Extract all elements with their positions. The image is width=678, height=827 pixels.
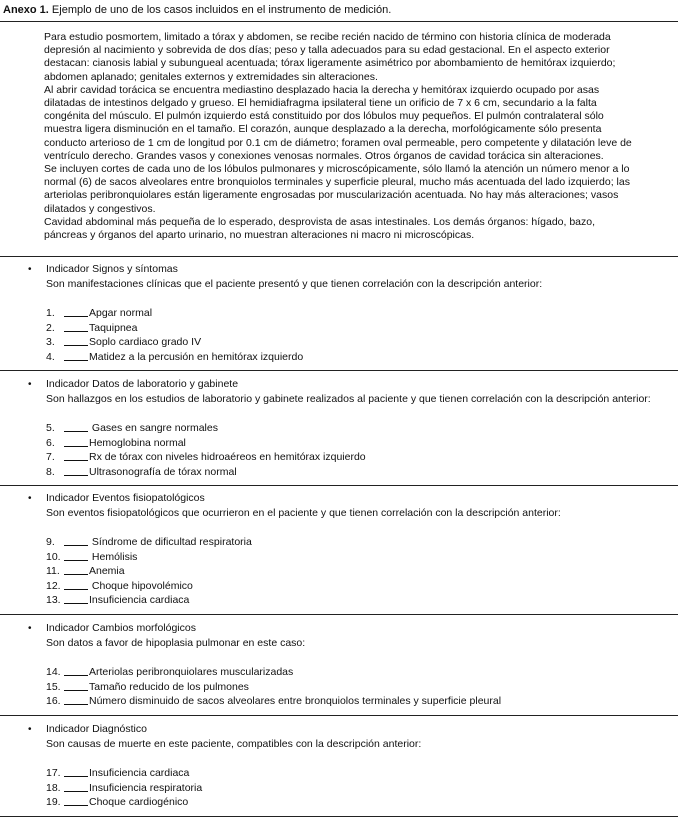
list-item[interactable] [46,694,501,709]
item-text: Soplo cardiaco grado IV [89,336,202,349]
list-item[interactable] [46,321,303,336]
item-number: 5. [46,422,55,434]
indicator-description: Son datos a favor de hipoplasia pulmonar en este caso: [46,637,306,649]
item-number: 2. [46,321,55,334]
section-divider [0,614,678,615]
item-text: Arteriolas peribronquiolares muscularizadas [89,666,294,678]
answer-blank[interactable] [64,321,88,332]
item-number: 9. [46,536,55,548]
answer-blank[interactable] [64,795,88,806]
list-item[interactable] [46,421,366,436]
answer-blank[interactable] [64,535,88,546]
item-text: Hemólisis [89,550,138,563]
item-number: 8. [46,465,55,478]
item-number: 18. [46,781,61,794]
item-number: 4. [46,350,55,363]
list-item[interactable] [46,550,252,565]
item-number: 14. [46,666,61,678]
indicator-description: Son causas de muerte en este paciente, compatibles con la descripción anterior: [46,738,422,750]
bullet-icon: • [28,264,32,275]
list-item[interactable] [46,306,303,321]
case-paragraph: Al abrir cavidad torácica se encuentra mediastino desplazado hacia la derecha y hemitórax izquierdo ocupado por asas dilatadas de intestinos delgado y grueso. El hemidiafragma ipsilateral tiene un orificio de 7 x 6 cm, secundario a la falta congénita del músculo. El pulmón izquierdo está constituido por dos lóbulos muy pequeños. El pulmón contralateral sólo muestra ligera disminución en el tamaño. El corazón, aunque desplazado a la derecha, morfológicamente sólo presenta conducto arterioso de 1 cm de longitud por 0.1 cm de diámetro; foramen oval permeable, pero competente y dilatación leve de ventrículo derecho. Grandes vasos y conexiones venosas normales. Otros órganos de cavidad torácica sin alteraciones. [44,83,632,162]
answer-blank[interactable] [64,436,88,447]
bottom-rule [0,816,678,817]
item-number: 3. [46,336,55,349]
answer-blank[interactable] [64,766,88,777]
item-text: Síndrome de dificultad respiratoria [89,536,252,548]
item-text: Apgar normal [89,307,153,319]
list-item[interactable] [46,766,202,781]
item-text: Taquipnea [89,321,138,334]
case-paragraph: Se incluyen cortes de cada uno de los lóbulos pulmonares y microscópicamente, sólo llamó la atención un número menor a lo normal (6) de sacos alveolares entre bronquiolos terminales y superficie pleural, mucho más acentuada del lado izquierdo; las arteriolas peribronquiolares están ligeramente engrosadas por muscularización acentuada. No hay más alteraciones; vasos dilatados y congestivos. [44,163,630,215]
answer-blank[interactable] [64,781,88,792]
indicator-title: Indicador Diagnóstico [46,723,147,735]
bullet-icon: • [28,493,32,504]
answer-blank[interactable] [64,306,88,317]
case-paragraph: Cavidad abdominal más pequeña de lo esperado, desprovista de asas intestinales. Los demás órganos: hígado, bazo, páncreas y órganos del aparto urinario, no muestran alteraciones ni macro ni microscópicas. [44,215,596,242]
list-item[interactable] [46,795,202,810]
item-number: 7. [46,451,55,464]
item-number: 17. [46,767,61,779]
item-text: Número disminuido de sacos alveolares entre bronquiolos terminales y superficie pleural [89,695,502,708]
indicator-description: Son manifestaciones clínicas que el paciente presentó y que tienen correlación con la descripción anterior: [46,278,543,290]
item-number: 6. [46,436,55,449]
bullet-icon: • [28,379,32,390]
item-list [46,535,252,608]
section-divider [0,256,678,257]
answer-blank[interactable] [64,593,88,604]
bullet-icon: • [28,623,32,634]
indicator-title: Indicador Datos de laboratorio y gabinete [46,378,239,390]
item-text: Choque cardiogénico [89,796,189,809]
section-divider [0,715,678,716]
bullet-icon: • [28,724,32,735]
item-number: 16. [46,695,61,708]
section-divider [0,370,678,371]
answer-blank[interactable] [64,465,88,476]
item-text: Insuficiencia respiratoria [89,781,203,794]
indicator-title: Indicador Eventos fisiopatológicos [46,492,205,504]
indicator-description: Son eventos fisiopatológicos que ocurrieron en el paciente y que tienen correlación con la descripción anterior: [46,507,561,519]
item-list [46,766,202,810]
item-list [46,421,366,479]
item-number: 19. [46,796,61,809]
answer-blank[interactable] [64,335,88,346]
caption-label: Anexo 1. [3,4,49,16]
item-number: 15. [46,680,61,693]
list-item[interactable] [46,465,366,480]
list-item[interactable] [46,665,501,680]
list-item[interactable] [46,781,202,796]
item-text: Insuficiencia cardiaca [89,767,190,779]
answer-blank[interactable] [64,550,88,561]
answer-blank[interactable] [64,665,88,676]
case-paragraph: Para estudio posmortem, limitado a tórax y abdomen, se recibe recién nacido de término con historia clínica de moderada depresión al nacimiento y sobrevida de dos días; peso y talla adecuados para su edad gestacional. En el aspecto exterior destacan: cianosis labial y subungueal acentuada; tórax ligeramente asimétrico por abombamiento de hemitórax izquierdo; abdomen aplanado; genitales externos y extremidades sin alteraciones. [44,31,616,83]
item-text: Rx de tórax con niveles hidroaéreos en hemitórax izquierdo [89,451,366,464]
list-item[interactable] [46,579,252,594]
list-item[interactable] [46,350,303,365]
answer-blank[interactable] [64,421,88,432]
item-number: 11. [46,565,60,578]
list-item[interactable] [46,335,303,350]
answer-blank[interactable] [64,450,88,461]
item-text: Insuficiencia cardiaca [89,594,190,607]
caption-text: Ejemplo de uno de los casos incluidos en el instrumento de medición. [51,4,392,16]
answer-blank[interactable] [64,564,88,575]
item-text: Anemia [89,565,125,578]
indicator-title: Indicador Cambios morfológicos [46,622,196,634]
item-text: Ultrasonografía de tórax normal [89,465,237,478]
item-text: Matidez a la percusión en hemitórax izquierdo [89,350,304,363]
answer-blank[interactable] [64,350,88,361]
list-item[interactable] [46,680,501,695]
item-text: Tamaño reducido de los pulmones [89,680,249,693]
indicator-title: Indicador Signos y síntomas [46,263,178,275]
list-item[interactable] [46,564,252,579]
top-rule [0,21,678,22]
item-text: Hemoglobina normal [89,436,186,449]
item-number: 12. [46,579,61,592]
item-number: 13. [46,594,61,607]
answer-blank[interactable] [64,694,88,705]
item-number: 10. [46,550,61,563]
list-item[interactable] [46,593,252,608]
case-description [44,31,638,242]
answer-blank[interactable] [64,680,88,691]
item-number: 1. [46,307,55,319]
item-list [46,306,303,364]
list-item[interactable] [46,535,252,550]
indicator-description: Son hallazgos en los estudios de laboratorio y gabinete realizados al paciente y que tienen correlación con la descripción anterior: [46,393,651,405]
list-item[interactable] [46,450,366,465]
section-divider [0,485,678,486]
caption [3,3,675,17]
list-item[interactable] [46,436,366,451]
item-text: Choque hipovolémico [89,579,193,592]
item-list [46,665,501,709]
item-text: Gases en sangre normales [89,422,218,434]
answer-blank[interactable] [64,579,88,590]
